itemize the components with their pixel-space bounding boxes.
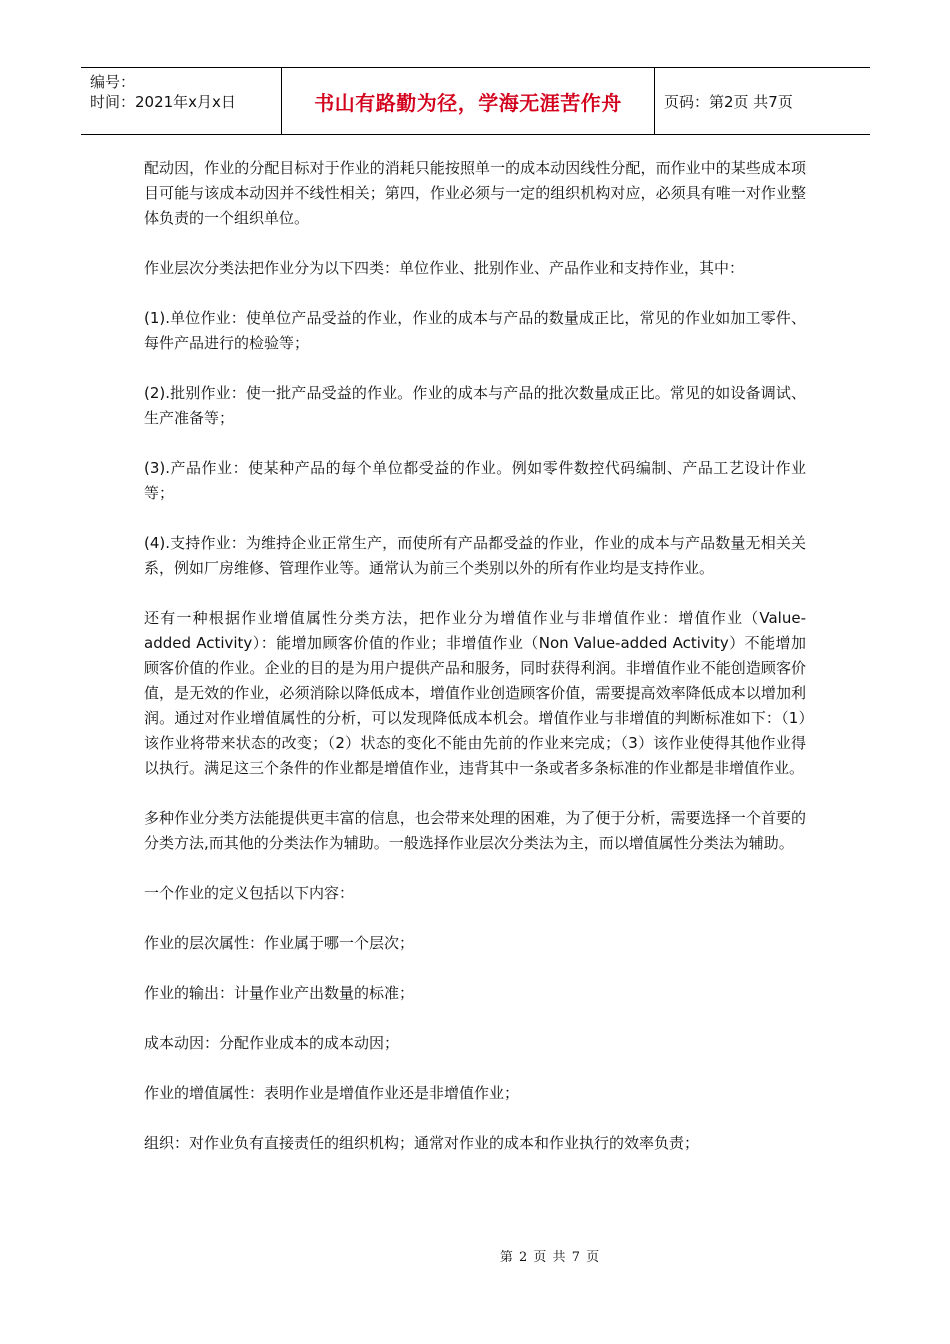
page-header — [81, 67, 870, 135]
paragraph: (1).单位作业：使单位产品受益的作业，作业的成本与产品的数量成正比，常见的作业如加工零件、每件产品进行的检验等； — [144, 309, 806, 352]
paragraph: (4).支持作业：为维持企业正常生产，而使所有产品都受益的作业，作业的成本与产品数量无相关关系，例如厂房维修、管理作业等。通常认为前三个类别以外的所有作业均是支持作业。 — [144, 534, 806, 577]
paragraph: 多种作业分类方法能提供更丰富的信息，也会带来处理的困难，为了便于分析，需要选择一个首要的分类方法,而其他的分类法作为辅助。一般选择作业层次分类法为主，而以增值属性分类法为辅助。 — [144, 809, 806, 852]
paragraph: 作业的增值属性：表明作业是增值作业还是非增值作业； — [144, 1084, 520, 1102]
header-divider — [654, 68, 655, 135]
paragraph: (3).产品作业：使某种产品的每个单位都受益的作业。例如零件数控代码编制、产品工艺设计作业等； — [144, 459, 806, 502]
document-time: 时间：2021年x月x日 — [90, 93, 236, 111]
header-page-info: 页码：第2页 共7页 — [664, 93, 793, 111]
paragraph: 配动因，作业的分配目标对于作业的消耗只能按照单一的成本动因线性分配，而作业中的某些成本项目可能与该成本动因并不线性相关；第四，作业必须与一定的组织机构对应，必须具有唯一对作业整体负责的一个组织单位。 — [144, 159, 806, 227]
page-footer: 第 2 页 共 7 页 — [499, 1250, 601, 1265]
document-number-label: 编号： — [90, 73, 136, 91]
paragraph: 组织：对作业负有直接责任的组织机构；通常对作业的成本和作业执行的效率负责； — [144, 1134, 700, 1152]
paragraph: 还有一种根据作业增值属性分类方法，把作业分为增值作业与非增值作业：增值作业（Value-added Activity）：能增加顾客价值的作业；非增值作业（Non Value-added Activity）不能增加顾客价值的作业。企业的目的是为用户提供产品和服务，同时获得利润。非增值作业不能创造顾客价值，是无效的作业，必须消除以降低成本，增值作业创造顾客价值，需要提高效率降低成本以增加利润。通过对作业增值属性的分析，可以发现降低成本机会。增值作业与非增值的判断标准如下：（1）该作业将带来状态的改变；（2）状态的变化不能由先前的作业来完成；（3）该作业使得其他作业得以执行。满足这三个条件的作业都是增值作业，违背其中一条或者多条标准的作业都是非增值作业。 — [144, 609, 806, 777]
paragraph: 成本动因：分配作业成本的成本动因； — [144, 1034, 400, 1052]
paragraph: 作业的输出：计量作业产出数量的标准； — [144, 984, 415, 1002]
header-motto: 书山有路勤为径，学海无涯苦作舟 — [314, 91, 622, 115]
paragraph: 作业的层次属性：作业属于哪一个层次； — [144, 934, 415, 952]
document-body — [144, 156, 806, 1181]
paragraph: 作业层次分类法把作业分为以下四类：单位作业、批别作业、产品作业和支持作业，其中： — [144, 259, 745, 277]
header-meta — [90, 72, 280, 112]
paragraph: 一个作业的定义包括以下内容： — [144, 884, 355, 902]
paragraph: (2).批别作业：使一批产品受益的作业。作业的成本与产品的批次数量成正比。常见的如设备调试、生产准备等； — [144, 384, 806, 427]
